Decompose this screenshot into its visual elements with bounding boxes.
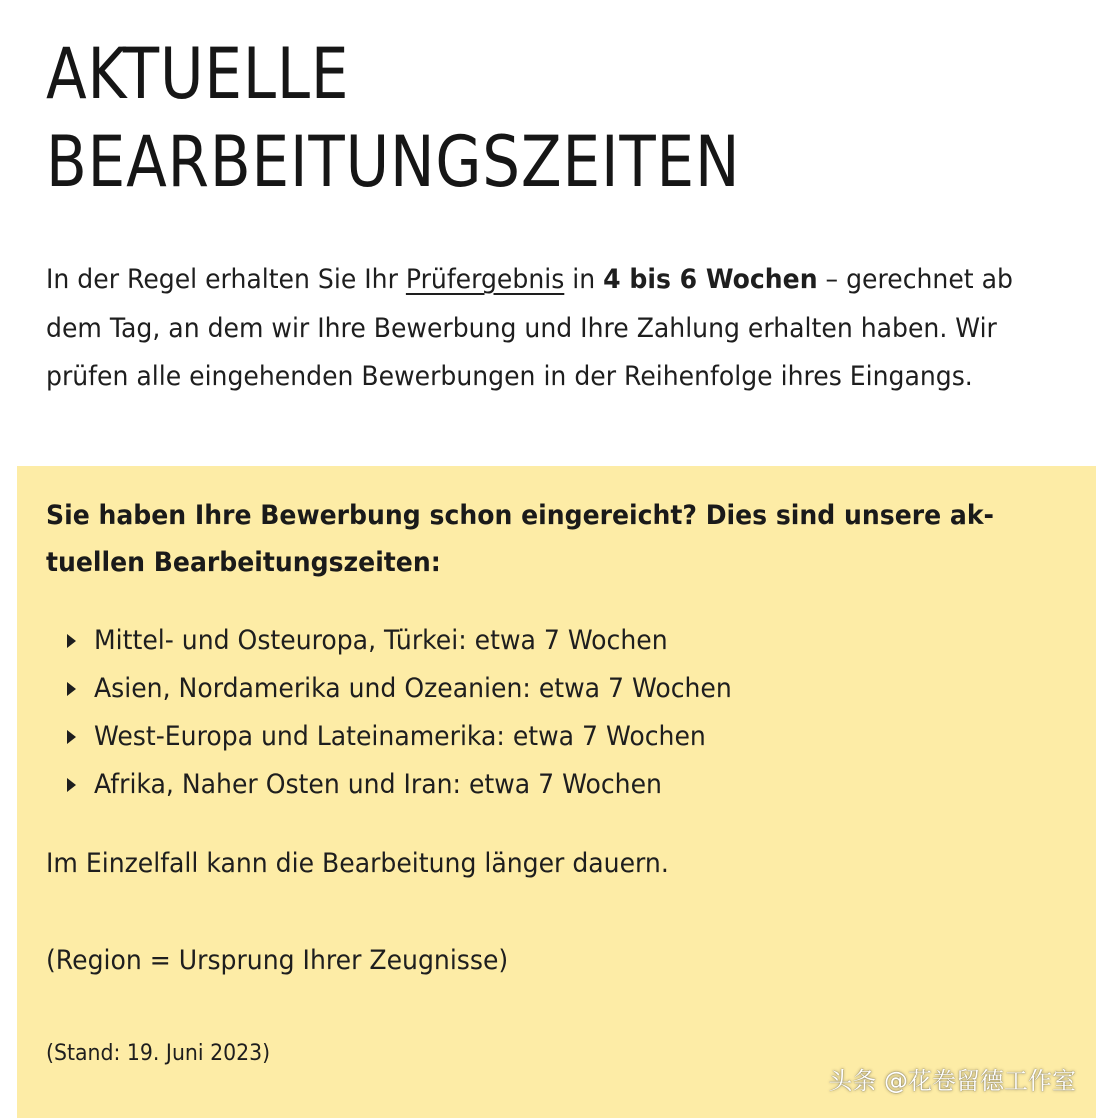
triangle-right-icon xyxy=(67,730,76,744)
region-text: Afrika, Naher Osten und Iran: etwa 7 Wochen xyxy=(94,769,662,800)
intro-line-3: prüfen alle eingehenden Bewerbungen in der Reihenfolge ihres Eingangs. xyxy=(46,361,973,392)
region-list xyxy=(67,617,780,809)
intro-duration: 4 bis 6 Wochen xyxy=(603,264,818,295)
processing-times-heading-line-2: tuellen Bearbeitungszeiten: xyxy=(46,547,441,578)
region-definition-note: (Region = Ursprung Ihrer Zeugnisse) xyxy=(46,945,509,976)
intro-paragraph xyxy=(46,256,1013,402)
triangle-right-icon xyxy=(67,634,76,648)
list-item xyxy=(67,713,780,761)
list-item xyxy=(67,761,780,809)
last-updated-note: (Stand: 19. Juni 2023) xyxy=(46,1041,271,1066)
intro-line-2: dem Tag, an dem wir Ihre Bewerbung und Ihre Zahlung erhalten haben. Wir xyxy=(46,312,997,344)
processing-times-box xyxy=(17,466,1096,1118)
list-item xyxy=(67,665,780,713)
processing-times-heading-line-1: Sie haben Ihre Bewerbung schon eingereicht? Dies sind unsere ak- xyxy=(46,500,994,531)
pruefergebnis-link[interactable]: Prüfergebnis xyxy=(405,264,565,295)
intro-text-1: In der Regel erhalten Sie Ihr xyxy=(46,264,406,295)
delay-note: Im Einzelfall kann die Bearbeitung länger dauern. xyxy=(46,848,669,879)
processing-times-heading xyxy=(46,492,994,586)
page-title xyxy=(46,30,740,206)
triangle-right-icon xyxy=(67,682,76,696)
page-title-line-1: AKTUELLE xyxy=(46,33,350,115)
triangle-right-icon xyxy=(67,778,76,792)
page-title-line-2: BEARBEITUNGSZEITEN xyxy=(46,121,741,203)
intro-text-3: – gerechnet ab xyxy=(817,264,1013,295)
intro-text-2: in xyxy=(564,264,604,295)
list-item xyxy=(67,617,780,665)
region-text: Mittel- und Osteuropa, Türkei: etwa 7 Wochen xyxy=(94,625,668,656)
region-text: Asien, Nordamerika und Ozeanien: etwa 7 Wochen xyxy=(94,673,732,704)
watermark: 头条 @花卷留德工作室 xyxy=(828,1067,1076,1095)
region-text: West-Europa und Lateinamerika: etwa 7 Wochen xyxy=(94,721,706,752)
